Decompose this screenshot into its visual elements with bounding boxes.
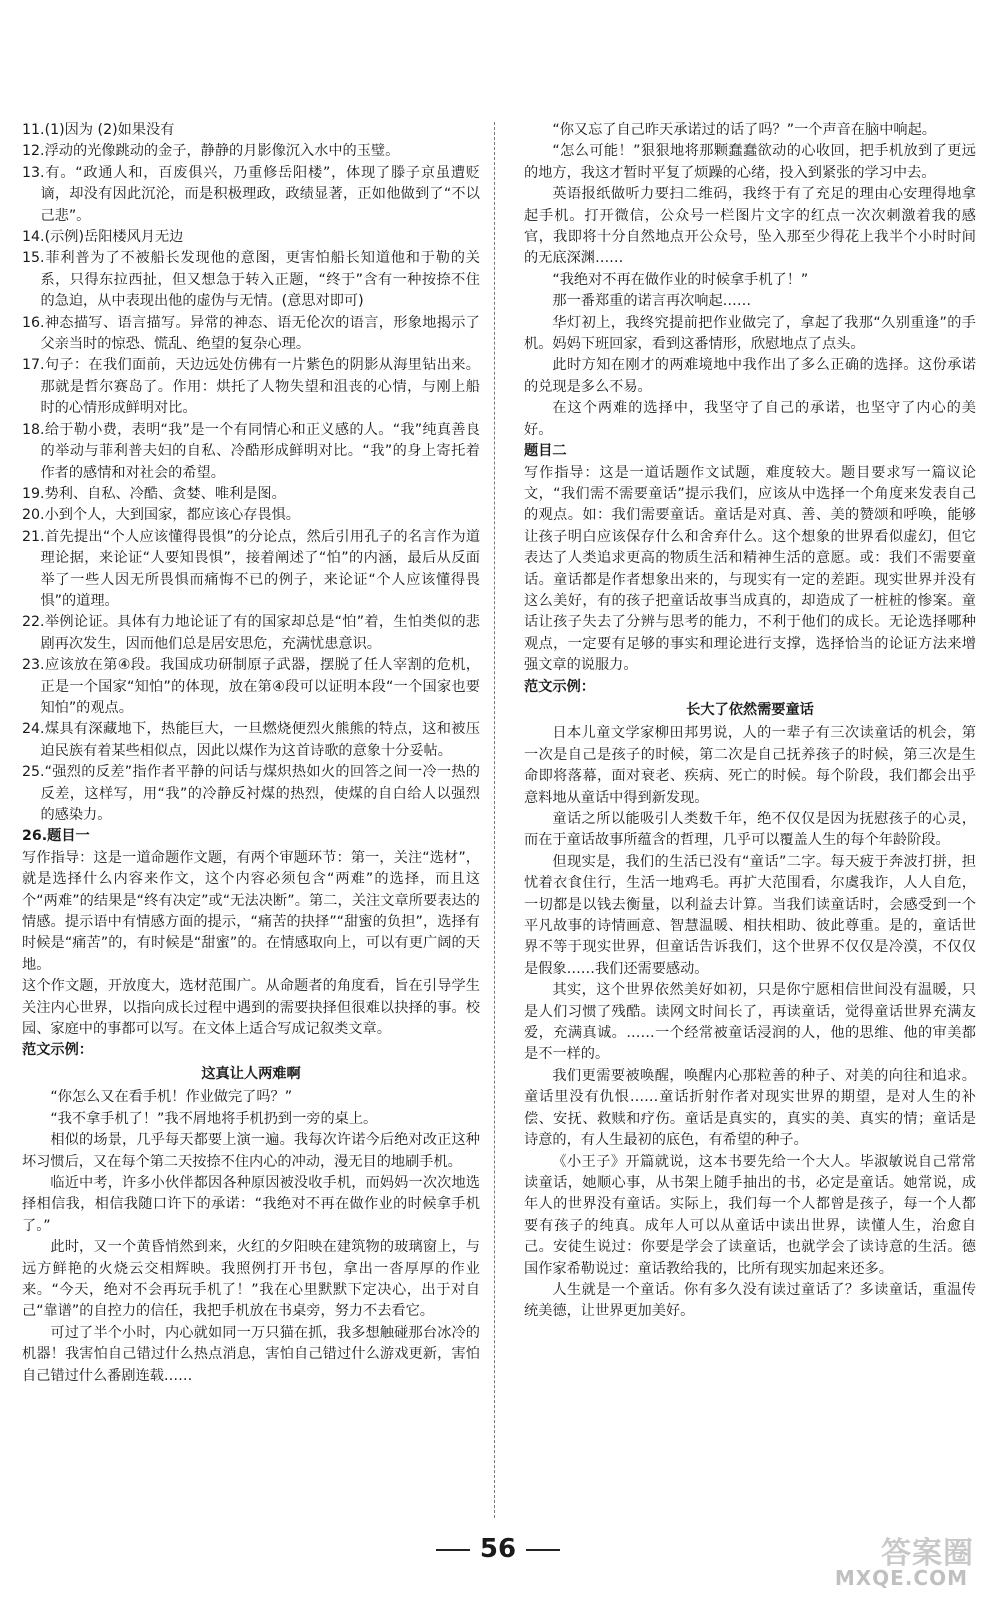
left-column-paragraph: 此时，又一个黄昏悄然到来，火红的夕阳映在建筑物的玻璃窗上，与远方鲜艳的火烧云交相辉映。我照例打开书包，拿出一沓厚厚的作业来。“今天，绝对不会再玩手机了！”我在心里默默下定决心，出于对自己“靠谱”的自控力的信任，我把手机放在书桌旁，努力不去看它。 bbox=[22, 1239, 480, 1320]
left-column-paragraph: “你怎么又在看手机！作业做完了吗？” bbox=[50, 1089, 293, 1106]
right-column-paragraph: 此时方知在刚才的两难境地中我作出了多么正确的选择。这份承诺的兑现是多么不易。 bbox=[524, 357, 976, 395]
left-column-paragraph: 14.(示例)岳阳楼风月无边 bbox=[22, 229, 184, 246]
left-column-paragraph: 18.给于勒小费，表明“我”是一个有同情心和正义感的人。“我”纯真善良的举动与菲利普夫妇的自私、冷酷形成鲜明对比。“我”的身上寄托着作者的感情和对社会的希望。 bbox=[22, 421, 480, 481]
left-column-paragraph: 16.神态描写、语言描写。异常的神态、语无伦次的语言，形象地揭示了父亲当时的惊恐、慌乱、绝望的复杂心理。 bbox=[22, 314, 480, 353]
right-column bbox=[524, 120, 976, 1323]
left-column-paragraph: 相似的场景，几乎每天都要上演一遍。我每次许诺今后绝对改正这种坏习惯后，又在每个第二天按捺不住内心的冲动，漫无目的地刷手机。 bbox=[22, 1132, 480, 1170]
left-column-paragraph: “我不拿手机了！”我不屑地将手机扔到一旁的桌上。 bbox=[50, 1110, 378, 1127]
left-column-paragraph: 25.“强烈的反差”指作者平静的问话与煤炽热如火的回答之间一冷一热的反差，这样写，用“我”的冷静反衬煤的热烈，使煤的自白给人以强烈的感染力。 bbox=[22, 764, 480, 823]
left-column-paragraph: 21.首先提出“个人应该懂得畏惧”的分论点，然后引用孔子的名言作为道理论据，来论证“人要知畏惧”，接着阐述了“怕”的内涵，最后从反面举了一些人因无所畏惧而痛悔不已的例子，来论证“个人应该懂得畏惧”的道理。 bbox=[22, 528, 480, 609]
right-column-paragraph: “我绝对不再在做作业的时候拿手机了！” bbox=[552, 271, 809, 288]
right-column-paragraph: 长大了依然需要童话 bbox=[686, 701, 814, 718]
left-column bbox=[22, 120, 480, 1387]
left-column-paragraph: 24.煤具有深藏地下，热能巨大，一旦燃烧便烈火熊熊的特点，这和被压迫民族有着某些相似点，因此以煤作为这首诗歌的意象十分妥帖。 bbox=[22, 721, 480, 759]
left-column-paragraph: 临近中考，许多小伙伴都因各种原因被没收手机，而妈妈一次次地选择相信我，相信我随口许下的承诺：“我绝对不再在做作业的时候拿手机了。” bbox=[22, 1174, 480, 1234]
left-column-paragraph: 19.势利、自私、冷酷、贪婪、唯利是图。 bbox=[22, 485, 286, 502]
right-column-paragraph: 《小王子》开篇就说，这本书要先给一个大人。毕淑敏说自己常常读童话，她顺心事，从书架上随手抽出的书，必定是童话。她常说，成年人的世界没有童话。实际上，我们每一个人都曾是孩子，每一个人都要有孩子的纯真。成年人可以从童话中读出世界，读懂人生，治愈自己。安徒生说过：你要是学会了读童话，也就学会了读诗意的生活。德国作家希勒说过：童话教给我的，比所有现实加起来还多。 bbox=[524, 1153, 976, 1277]
right-column-paragraph: 日本儿童文学家柳田邦男说，人的一辈子有三次读童话的机会，第一次是自己是孩子的时候，第二次是自己抚养孩子的时候，第三次是生命即将落幕，面对衰老、疾病、死亡的时候。每个阶段，我们都会出乎意料地从童话中得到新发现。 bbox=[524, 725, 976, 806]
left-column-paragraph: 写作指导：这是一道命题作文题，有两个审题环节：第一，关注“选材”，就是选择什么内容来作文，这个内容必须包含“两难”的选择，而且这个“两难”的结果是“终有决定”或“无法决断”。第二，关注文章所要表达的情感。提示语中有情感方面的提示，“痛苦的抉择”“甜蜜的负担”，选择有时候是“痛苦”的，有时候是“甜蜜”的。在情感取向上，可以有更广阔的天地。 bbox=[22, 849, 480, 973]
right-column-paragraph: 我们更需要被唤醒，唤醒内心那粒善的种子、对美的向往和追求。童话里没有仇恨……童话折射作者对现实世界的期望，是对人生的补偿、安抚、救赎和疗伤。童话是真实的，真实的美、真实的情；童话是诗意的，有人生最初的底色，有希望的种子。 bbox=[524, 1067, 976, 1149]
right-column-paragraph: 那一番郑重的诺言再次响起…… bbox=[552, 293, 752, 310]
left-column-paragraph: 11.(1)因为 (2)如果没有 bbox=[22, 122, 175, 138]
left-column-paragraph: 22.举例论证。具体有力地论证了有的国家却总是“怕”着，生怕类似的悲剧再次发生，因而他们总是居安思危，充满忧患意识。 bbox=[22, 614, 480, 652]
left-column-paragraph: 20.小到个人，大到国家，都应该心存畏惧。 bbox=[22, 507, 300, 524]
right-column-paragraph: 在这个两难的选择中，我坚守了自己的承诺，也坚守了内心的美好。 bbox=[524, 400, 976, 438]
watermark-logo: 答案圈 bbox=[881, 1536, 974, 1571]
watermark-url: MXQE.COM bbox=[834, 1566, 968, 1590]
page-number-text: 56 bbox=[479, 1534, 517, 1564]
left-column-paragraph: 26.题目一 bbox=[22, 828, 90, 845]
left-column-paragraph: 这真让人两难啊 bbox=[201, 1065, 301, 1082]
page-number-dash-right bbox=[526, 1549, 560, 1551]
right-column-paragraph: 童话之所以能吸引人类数千年，绝不仅仅是因为抚慰孩子的心灵，而在于童话故事所蕴含的哲理，几乎可以覆盖人生的每个年龄阶段。 bbox=[524, 811, 976, 849]
left-column-paragraph: 12.浮动的光像跳动的金子，静静的月影像沉入水中的玉璧。 bbox=[22, 143, 400, 160]
right-column-paragraph: 题目二 bbox=[524, 443, 567, 460]
left-column-paragraph: 17.句子：在我们面前，天边远处仿佛有一片紫色的阴影从海里钻出来。那就是哲尔赛岛了。作用：烘托了人物失望和沮丧的心情，与刚上船时的心情形成鲜明对比。 bbox=[22, 357, 480, 417]
left-column-paragraph: 15.菲利普为了不被船长发现他的意图，更害怕船长知道他和于勒的关系，只得东拉西扯，但又想急于转入正题，“终于”含有一种按捺不住的急迫，从中表现出他的虚伪与无情。(意思对即可) bbox=[22, 250, 480, 310]
page-number bbox=[0, 1534, 996, 1564]
page-number-dash-left bbox=[436, 1549, 470, 1551]
column-divider bbox=[494, 122, 495, 1518]
right-column-paragraph: 但现实是，我们的生活已没有“童话”二字。每天疲于奔波打拼，担忧着衣食住行，生活一地鸡毛。再扩大范围看，尔虞我诈，人人自危，一切都是以钱去衡量，以利益去计算。当我们读童话时，会感受到一个平凡故事的诗情画意、智慧温暖、相扶相助、彼此尊重。是的，童话世界不等于现实世界，但童话告诉我们，这个世界不仅仅是冷漠，不仅仅是假象……我们还需要感动。 bbox=[524, 853, 976, 977]
left-column-paragraph: 可过了半个小时，内心就如同一万只猫在抓，我多想触碰那台冰冷的机器！我害怕自己错过什么热点消息，害怕自己错过什么游戏更新，害怕自己错过什么番剧连载…… bbox=[22, 1324, 480, 1384]
left-column-paragraph: 23.应该放在第④段。我国成功研制原子武器，摆脱了任人宰割的危机，正是一个国家“知怕”的体现，放在第④段可以证明本段“一个国家也要知怕”的观点。 bbox=[22, 657, 480, 716]
right-column-paragraph: 范文示例： bbox=[524, 678, 595, 695]
right-column-paragraph: 人生就是一个童话。你有多久没有读过童话了？多读童话，重温传统美德，让世界更加美好。 bbox=[524, 1281, 976, 1320]
right-column-paragraph: 英语报纸做听力要扫二维码，我终于有了充足的理由心安理得地拿起手机。打开微信，公众号一栏图片文字的红点一次次刺激着我的感官，我即将十分自然地点开公众号，坠入那至少得花上我半个小时时间的无底深渊…… bbox=[524, 186, 976, 267]
right-column-paragraph: 华灯初上，我终究提前把作业做完了，拿起了我那“久别重逢”的手机。妈妈下班回家，看到这番情形，欣慰地点了点头。 bbox=[524, 314, 976, 353]
right-column-paragraph: 其实，这个世界依然美好如初，只是你宁愿相信世间没有温暖，只是人们习惯了残酷。读网文时间长了，再读童话，觉得童话世界充满友爱，充满真诚。……一个经常被童话浸润的人，他的思维、他的审美都是不一样的。 bbox=[524, 982, 976, 1063]
left-column-paragraph: 范文示例： bbox=[22, 1042, 93, 1059]
right-column-paragraph: “怎么可能！”狠狠地将那颗蠢蠢欲动的心收回，把手机放到了更远的地方，我这才暂时平复了烦躁的心绪，投入到紧张的学习中去。 bbox=[524, 143, 976, 181]
right-column-paragraph: 写作指导：这是一道话题作文试题，难度较大。题目要求写一篇议论文，“我们需不需要童话”提示我们，应该从中选择一个角度来发表自己的观点。如：我们需要童话。童话是对真、善、美的赞颂和呼唤，能够让孩子明白应该保存什么和舍弃什么。这个想象的世界看似虚幻，但它表达了人类追求更高的物质生活和精神生活的意愿。或：我们不需要童话。童话都是作者想象出来的，与现实有一定的差距。现实世界并没有这么美好，有的孩子把童话故事当成真的，却造成了一桩桩的惨案。童话让孩子失去了分辨与思考的能力，不利于他们的成长。无论选择哪种观点，一定要有足够的事实和理论进行支撑，选择恰当的论证方法来增强文章的说服力。 bbox=[524, 464, 976, 674]
left-column-paragraph: 这个作文题，开放度大，选材范围广。从命题者的角度看，旨在引导学生关注内心世界，以指向成长过程中遇到的需要抉择但很难以抉择的事。校园、家庭中的事都可以写。在文体上适合写成记叙类文章。 bbox=[22, 978, 480, 1038]
right-column-paragraph: “你又忘了自己昨天承诺过的话了吗？”一个声音在脑中响起。 bbox=[552, 122, 936, 138]
left-column-paragraph: 13.有。“政通人和，百废俱兴，乃重修岳阳楼”，体现了滕子京虽遭贬谪，却没有因此沉沦，而是积极理政，政绩显著，正如他做到了“不以己悲”。 bbox=[22, 164, 480, 224]
